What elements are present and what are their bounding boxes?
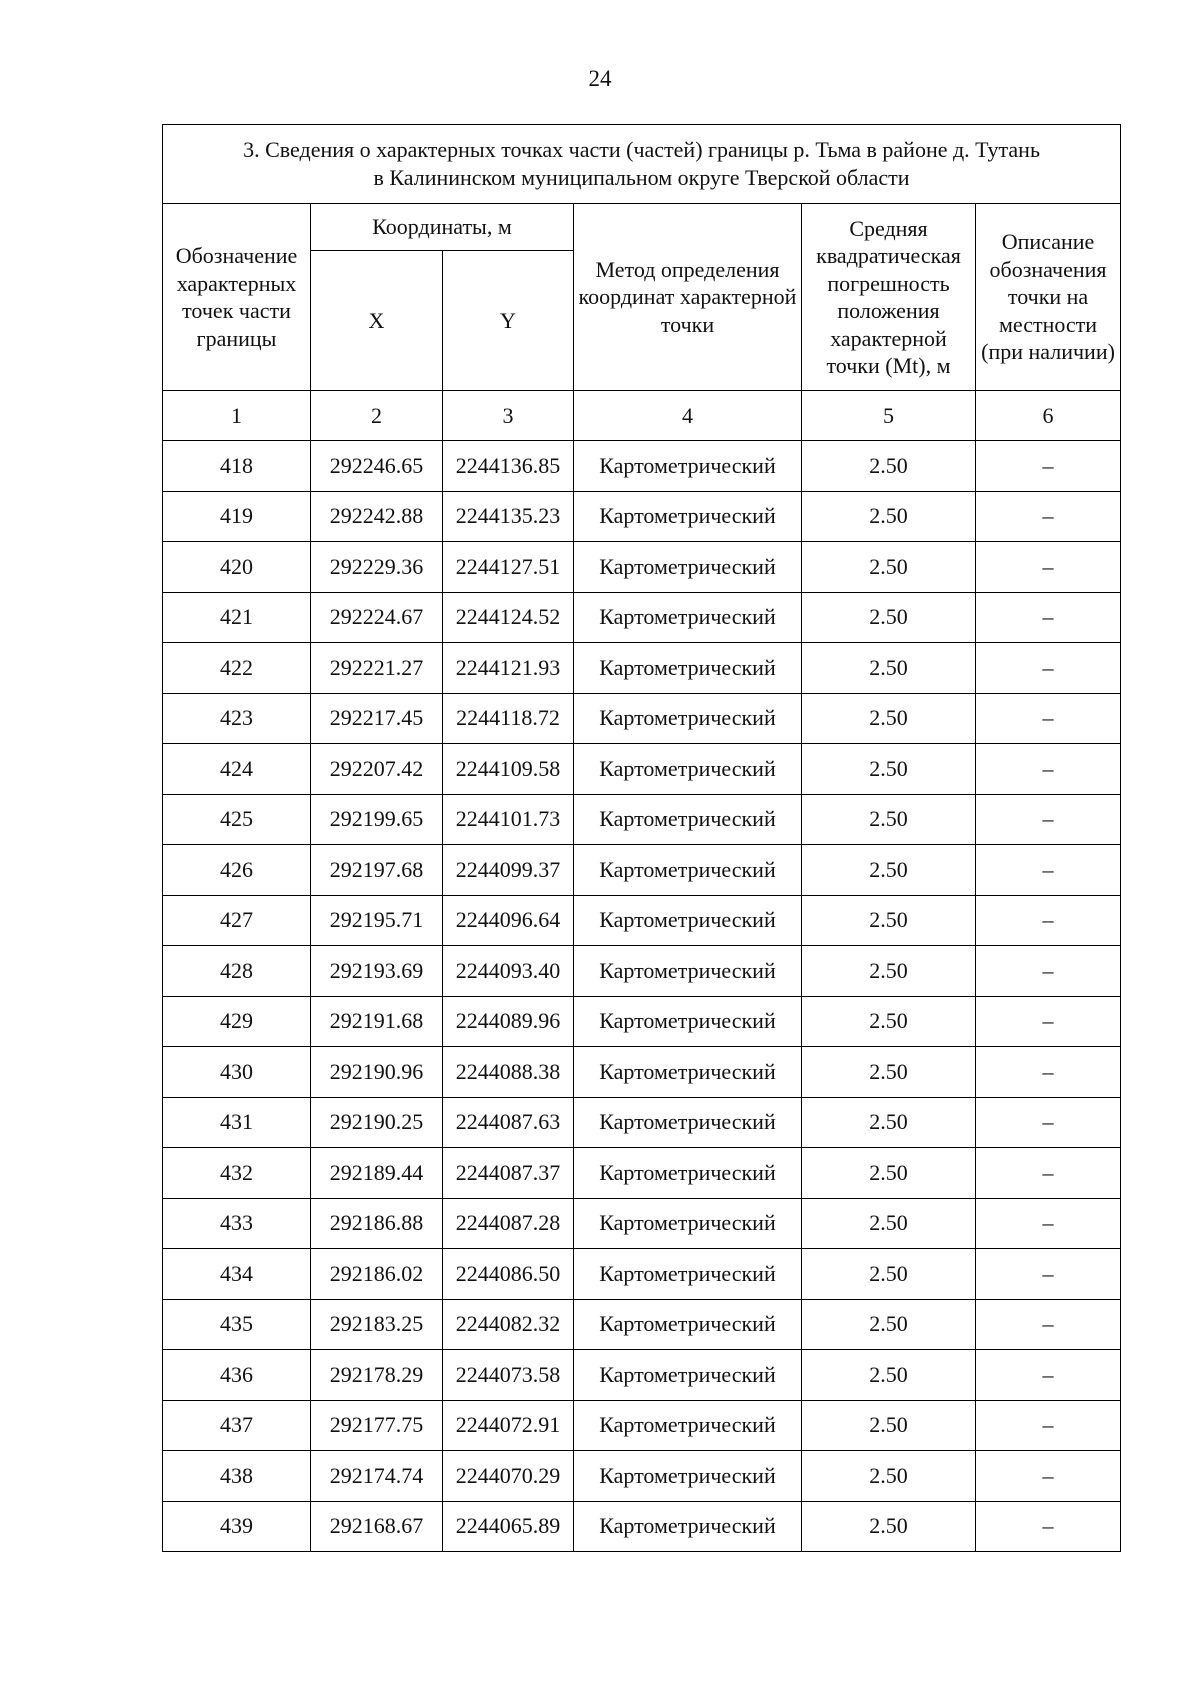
cell-description: – bbox=[976, 1148, 1121, 1199]
cell-point: 429 bbox=[163, 996, 311, 1047]
cell-method: Картометрический bbox=[574, 895, 802, 946]
cell-description: – bbox=[976, 744, 1121, 795]
title-row bbox=[163, 125, 1121, 204]
cell-point: 433 bbox=[163, 1198, 311, 1249]
header-description: Описание обозначения точки на местности (при наличии) bbox=[976, 204, 1121, 391]
cell-description: – bbox=[976, 542, 1121, 593]
cell-y: 2244065.89 bbox=[443, 1501, 574, 1552]
cell-point: 423 bbox=[163, 693, 311, 744]
column-number: 6 bbox=[976, 391, 1121, 441]
cell-description: – bbox=[976, 1249, 1121, 1300]
cell-point: 435 bbox=[163, 1299, 311, 1350]
cell-point: 425 bbox=[163, 794, 311, 845]
cell-error: 2.50 bbox=[802, 542, 976, 593]
characteristic-points-table bbox=[162, 124, 1121, 1552]
cell-x: 292221.27 bbox=[311, 643, 443, 694]
cell-method: Картометрический bbox=[574, 643, 802, 694]
cell-method: Картометрический bbox=[574, 744, 802, 795]
header-x: X bbox=[311, 251, 443, 391]
cell-y: 2244087.37 bbox=[443, 1148, 574, 1199]
cell-description: – bbox=[976, 592, 1121, 643]
cell-description: – bbox=[976, 1501, 1121, 1552]
cell-error: 2.50 bbox=[802, 693, 976, 744]
cell-x: 292168.67 bbox=[311, 1501, 443, 1552]
cell-description: – bbox=[976, 441, 1121, 492]
cell-error: 2.50 bbox=[802, 845, 976, 896]
column-number-row bbox=[163, 391, 1121, 441]
page-number: 24 bbox=[588, 66, 612, 91]
cell-point: 436 bbox=[163, 1350, 311, 1401]
table-row bbox=[163, 1097, 1121, 1148]
table-row bbox=[163, 693, 1121, 744]
cell-error: 2.50 bbox=[802, 996, 976, 1047]
cell-method: Картометрический bbox=[574, 491, 802, 542]
cell-error: 2.50 bbox=[802, 1198, 976, 1249]
cell-description: – bbox=[976, 1451, 1121, 1502]
cell-y: 2244087.28 bbox=[443, 1198, 574, 1249]
cell-error: 2.50 bbox=[802, 1451, 976, 1502]
cell-description: – bbox=[976, 1400, 1121, 1451]
table-body bbox=[163, 125, 1121, 1552]
table-row bbox=[163, 592, 1121, 643]
cell-point: 418 bbox=[163, 441, 311, 492]
cell-error: 2.50 bbox=[802, 1299, 976, 1350]
section-title-line1: 3. Сведения о характерных точках части (частей) границы р. Тьма в районе д. Тутань bbox=[243, 137, 1040, 162]
cell-y: 2244072.91 bbox=[443, 1400, 574, 1451]
cell-description: – bbox=[976, 693, 1121, 744]
cell-description: – bbox=[976, 1350, 1121, 1401]
cell-method: Картометрический bbox=[574, 1148, 802, 1199]
table-row bbox=[163, 845, 1121, 896]
cell-x: 292217.45 bbox=[311, 693, 443, 744]
cell-description: – bbox=[976, 1047, 1121, 1098]
cell-error: 2.50 bbox=[802, 1047, 976, 1098]
cell-method: Картометрический bbox=[574, 946, 802, 997]
cell-method: Картометрический bbox=[574, 1350, 802, 1401]
header-coords: Координаты, м bbox=[311, 204, 574, 251]
cell-error: 2.50 bbox=[802, 1148, 976, 1199]
cell-y: 2244121.93 bbox=[443, 643, 574, 694]
cell-method: Картометрический bbox=[574, 693, 802, 744]
cell-point: 432 bbox=[163, 1148, 311, 1199]
cell-error: 2.50 bbox=[802, 1501, 976, 1552]
cell-error: 2.50 bbox=[802, 643, 976, 694]
header-y: Y bbox=[443, 251, 574, 391]
cell-error: 2.50 bbox=[802, 491, 976, 542]
cell-point: 430 bbox=[163, 1047, 311, 1098]
table-row bbox=[163, 1400, 1121, 1451]
cell-x: 292190.25 bbox=[311, 1097, 443, 1148]
cell-error: 2.50 bbox=[802, 946, 976, 997]
cell-x: 292186.88 bbox=[311, 1198, 443, 1249]
cell-error: 2.50 bbox=[802, 1400, 976, 1451]
cell-y: 2244086.50 bbox=[443, 1249, 574, 1300]
header-error: Средняя квадратическая погрешность положения характерной точки (Mt), м bbox=[802, 204, 976, 391]
table-row bbox=[163, 1148, 1121, 1199]
table-row bbox=[163, 542, 1121, 593]
cell-description: – bbox=[976, 946, 1121, 997]
cell-method: Картометрический bbox=[574, 441, 802, 492]
cell-x: 292174.74 bbox=[311, 1451, 443, 1502]
cell-y: 2244093.40 bbox=[443, 946, 574, 997]
header-method: Метод определения координат характерной точки bbox=[574, 204, 802, 391]
cell-point: 428 bbox=[163, 946, 311, 997]
cell-point: 434 bbox=[163, 1249, 311, 1300]
cell-point: 437 bbox=[163, 1400, 311, 1451]
cell-y: 2244118.72 bbox=[443, 693, 574, 744]
header-point: Обозначение характерных точек части границы bbox=[163, 204, 311, 391]
cell-method: Картометрический bbox=[574, 1249, 802, 1300]
cell-y: 2244096.64 bbox=[443, 895, 574, 946]
cell-error: 2.50 bbox=[802, 744, 976, 795]
cell-description: – bbox=[976, 794, 1121, 845]
column-number: 4 bbox=[574, 391, 802, 441]
cell-y: 2244124.52 bbox=[443, 592, 574, 643]
cell-x: 292195.71 bbox=[311, 895, 443, 946]
cell-point: 422 bbox=[163, 643, 311, 694]
cell-y: 2244135.23 bbox=[443, 491, 574, 542]
cell-error: 2.50 bbox=[802, 895, 976, 946]
cell-x: 292191.68 bbox=[311, 996, 443, 1047]
cell-description: – bbox=[976, 1198, 1121, 1249]
cell-x: 292183.25 bbox=[311, 1299, 443, 1350]
cell-x: 292193.69 bbox=[311, 946, 443, 997]
header-row bbox=[163, 204, 1121, 251]
cell-x: 292199.65 bbox=[311, 794, 443, 845]
cell-method: Картометрический bbox=[574, 542, 802, 593]
table-row bbox=[163, 1047, 1121, 1098]
cell-x: 292242.88 bbox=[311, 491, 443, 542]
table-row bbox=[163, 996, 1121, 1047]
table-row bbox=[163, 895, 1121, 946]
cell-x: 292189.44 bbox=[311, 1148, 443, 1199]
cell-point: 427 bbox=[163, 895, 311, 946]
cell-y: 2244087.63 bbox=[443, 1097, 574, 1148]
cell-x: 292186.02 bbox=[311, 1249, 443, 1300]
table-row bbox=[163, 794, 1121, 845]
cell-x: 292229.36 bbox=[311, 542, 443, 593]
table-row bbox=[163, 1501, 1121, 1552]
column-number: 2 bbox=[311, 391, 443, 441]
cell-point: 431 bbox=[163, 1097, 311, 1148]
cell-y: 2244101.73 bbox=[443, 794, 574, 845]
cell-error: 2.50 bbox=[802, 1249, 976, 1300]
cell-description: – bbox=[976, 895, 1121, 946]
cell-y: 2244089.96 bbox=[443, 996, 574, 1047]
table-row bbox=[163, 744, 1121, 795]
cell-method: Картометрический bbox=[574, 1047, 802, 1098]
cell-y: 2244109.58 bbox=[443, 744, 574, 795]
cell-y: 2244136.85 bbox=[443, 441, 574, 492]
cell-method: Картометрический bbox=[574, 1451, 802, 1502]
cell-method: Картометрический bbox=[574, 1400, 802, 1451]
cell-description: – bbox=[976, 643, 1121, 694]
column-number: 5 bbox=[802, 391, 976, 441]
cell-y: 2244070.29 bbox=[443, 1451, 574, 1502]
cell-point: 421 bbox=[163, 592, 311, 643]
table-row bbox=[163, 1350, 1121, 1401]
column-number: 3 bbox=[443, 391, 574, 441]
table-row bbox=[163, 1249, 1121, 1300]
cell-y: 2244082.32 bbox=[443, 1299, 574, 1350]
cell-method: Картометрический bbox=[574, 996, 802, 1047]
section-title-line2: в Калининском муниципальном округе Тверской области bbox=[373, 165, 910, 190]
table-row bbox=[163, 946, 1121, 997]
table-row bbox=[163, 1299, 1121, 1350]
cell-x: 292177.75 bbox=[311, 1400, 443, 1451]
cell-x: 292197.68 bbox=[311, 845, 443, 896]
cell-description: – bbox=[976, 996, 1121, 1047]
cell-method: Картометрический bbox=[574, 845, 802, 896]
cell-method: Картометрический bbox=[574, 1299, 802, 1350]
cell-point: 439 bbox=[163, 1501, 311, 1552]
cell-method: Картометрический bbox=[574, 1198, 802, 1249]
cell-y: 2244099.37 bbox=[443, 845, 574, 896]
cell-error: 2.50 bbox=[802, 1097, 976, 1148]
cell-point: 424 bbox=[163, 744, 311, 795]
table-row bbox=[163, 1198, 1121, 1249]
cell-x: 292224.67 bbox=[311, 592, 443, 643]
cell-x: 292190.96 bbox=[311, 1047, 443, 1098]
cell-y: 2244073.58 bbox=[443, 1350, 574, 1401]
cell-x: 292178.29 bbox=[311, 1350, 443, 1401]
cell-y: 2244127.51 bbox=[443, 542, 574, 593]
section-title bbox=[163, 125, 1121, 204]
cell-description: – bbox=[976, 491, 1121, 542]
table-row bbox=[163, 491, 1121, 542]
cell-x: 292207.42 bbox=[311, 744, 443, 795]
cell-y: 2244088.38 bbox=[443, 1047, 574, 1098]
cell-method: Картометрический bbox=[574, 1097, 802, 1148]
table-row bbox=[163, 441, 1121, 492]
cell-error: 2.50 bbox=[802, 794, 976, 845]
cell-description: – bbox=[976, 1097, 1121, 1148]
column-number: 1 bbox=[163, 391, 311, 441]
table-row bbox=[163, 1451, 1121, 1502]
cell-method: Картометрический bbox=[574, 592, 802, 643]
cell-x: 292246.65 bbox=[311, 441, 443, 492]
cell-point: 420 bbox=[163, 542, 311, 593]
cell-point: 426 bbox=[163, 845, 311, 896]
cell-error: 2.50 bbox=[802, 441, 976, 492]
cell-point: 419 bbox=[163, 491, 311, 542]
cell-error: 2.50 bbox=[802, 592, 976, 643]
cell-description: – bbox=[976, 845, 1121, 896]
cell-method: Картометрический bbox=[574, 794, 802, 845]
cell-point: 438 bbox=[163, 1451, 311, 1502]
cell-description: – bbox=[976, 1299, 1121, 1350]
cell-error: 2.50 bbox=[802, 1350, 976, 1401]
table-row bbox=[163, 643, 1121, 694]
cell-method: Картометрический bbox=[574, 1501, 802, 1552]
